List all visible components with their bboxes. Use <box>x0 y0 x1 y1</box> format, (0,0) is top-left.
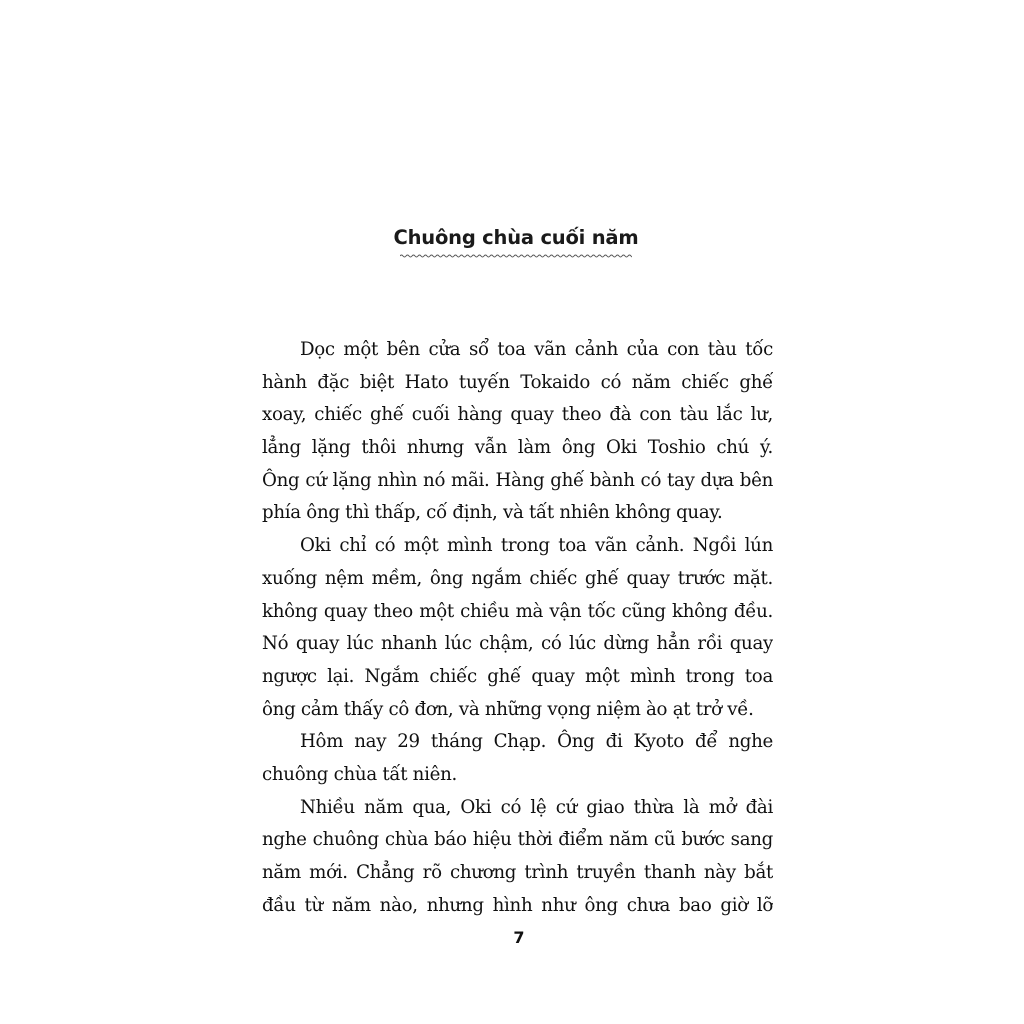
text-line: ông cảm thấy cô đơn, và những vọng niệm ào ạt trở về. <box>262 698 754 720</box>
text-line: phía ông thì thấp, cố định, và tất nhiên không quay. <box>262 502 723 524</box>
text-line: nghe chuông chùa báo hiệu thời điểm năm cũ bước sang <box>262 829 773 851</box>
text-line: xoay, chiếc ghế cuối hàng quay theo đà con tàu lắc lư, <box>262 404 773 426</box>
text-line: Dọc một bên cửa sổ toa vãn cảnh của con tàu tốc <box>300 339 773 360</box>
text-line: Nó quay lúc nhanh lúc chậm, có lúc dừng hẳn rồi quay <box>262 633 773 655</box>
text-line: lẳng lặng thôi nhưng vẫn làm ông Oki Toshio chú ý. <box>262 437 773 459</box>
title-underline-ornament <box>400 253 632 259</box>
text-line: xuống nệm mềm, ông ngắm chiếc ghế quay trước mặt. <box>262 567 773 589</box>
text-line: Hôm nay 29 tháng Chạp. Ông đi Kyoto để nghe <box>300 731 773 753</box>
text-line: năm mới. Chẳng rõ chương trình truyền thanh này bắt <box>262 862 773 883</box>
text-line: ngược lại. Ngắm chiếc ghế quay một mình trong toa <box>262 665 773 687</box>
page-number: 7 <box>513 928 525 947</box>
text-line: không quay theo một chiều mà vận tốc cũng không đều. <box>262 600 773 622</box>
text-line: hành đặc biệt Hato tuyến Tokaido có năm chiếc ghế <box>262 371 773 393</box>
body-text <box>262 334 773 922</box>
text-line: Oki chỉ có một mình trong toa vãn cảnh. Ngồi lún <box>300 535 773 557</box>
text-line: Ông cứ lặng nhìn nó mãi. Hàng ghế bành có tay dựa bên <box>262 469 773 491</box>
text-line: đầu từ năm nào, nhưng hình như ông chưa bao giờ lỡ <box>262 894 773 916</box>
text-line: chuông chùa tất niên. <box>262 763 457 785</box>
chapter-title: Chuông chùa cuối năm <box>393 226 639 249</box>
text-line: Nhiều năm qua, Oki có lệ cứ giao thừa là mở đài <box>300 796 773 818</box>
